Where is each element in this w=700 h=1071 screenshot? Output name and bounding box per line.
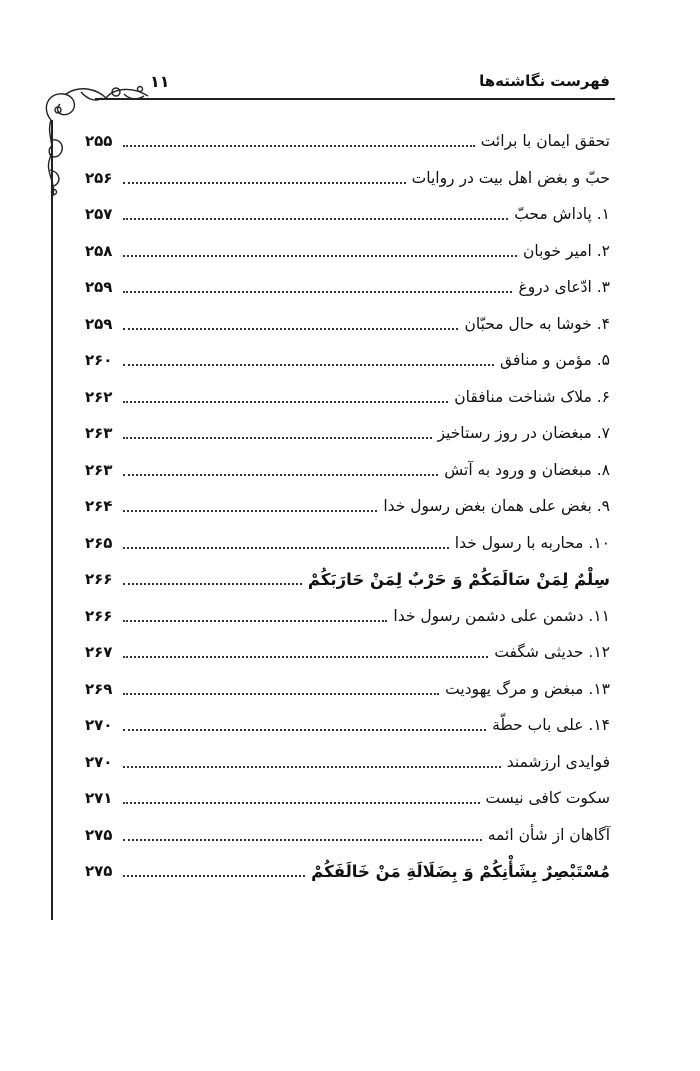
toc-entry-page: ۲۵۹ — [85, 278, 113, 297]
toc-entry-title: آگاهان از شأن ائمه — [487, 825, 610, 844]
dot-leader — [123, 510, 377, 512]
dot-leader — [123, 145, 475, 147]
dot-leader — [123, 218, 508, 220]
dot-leader — [123, 693, 439, 695]
toc-entry-title: ۸. مبغضان و ورود به آتش — [444, 460, 610, 479]
toc-entry-page: ۲۶۷ — [85, 643, 113, 662]
dot-leader — [123, 802, 480, 804]
toc-entry — [85, 671, 610, 708]
toc-entry — [85, 598, 610, 635]
toc-entry-page: ۲۶۰ — [85, 351, 113, 370]
toc-entry — [85, 415, 610, 452]
toc-entry-title: ۵. مؤمن و منافق — [500, 351, 610, 370]
toc-entry-title: ۴. خوشا به حال محبّان — [464, 314, 610, 333]
toc-entry-title: حبّ و بغض اهل بیت در روایات — [411, 168, 610, 187]
toc-entry-page: ۲۶۶ — [85, 570, 113, 589]
toc-entry-page: ۲۷۵ — [85, 862, 113, 881]
dot-leader — [123, 839, 482, 841]
dot-leader — [123, 656, 488, 658]
toc-entry-page: ۲۷۵ — [85, 825, 113, 844]
toc-entry-page: ۲۶۴ — [85, 497, 113, 516]
page-header — [120, 72, 610, 96]
toc-entry-title: ۲. امیر خوبان — [523, 241, 610, 260]
toc-entry-page: ۲۷۰ — [85, 716, 113, 735]
toc-entry-title: ۱۱. دشمن علی دشمن رسول خدا — [393, 606, 610, 625]
dot-leader — [123, 255, 517, 257]
toc-entry — [85, 853, 610, 890]
toc-entry-title: ۱۴. علی باب حطّة — [492, 716, 610, 735]
toc-entry — [85, 452, 610, 489]
toc-entry-page: ۲۵۵ — [85, 132, 113, 151]
toc-entry — [85, 233, 610, 270]
toc-entry-title: سکوت کافی نیست — [485, 789, 610, 808]
toc-entry-title: ۷. مبغضان در روز رستاخیز — [437, 424, 610, 443]
toc-entry-page: ۲۵۶ — [85, 168, 113, 187]
toc-entry — [85, 744, 610, 781]
toc-entry — [85, 634, 610, 671]
dot-leader — [123, 729, 486, 731]
toc-entry — [85, 379, 610, 416]
toc-entry-page: ۲۷۰ — [85, 752, 113, 771]
dot-leader — [123, 766, 501, 768]
page-number: ۱۱ — [150, 72, 170, 91]
toc-entry — [85, 269, 610, 306]
dot-leader — [123, 291, 512, 293]
toc-entry-title: ۶. ملاک شناخت منافقان — [454, 387, 610, 406]
toc-entry-title: ۱۳. مبغض و مرگ یهودیت — [445, 679, 610, 698]
toc-entry-page: ۲۵۸ — [85, 241, 113, 260]
margin-rule — [51, 120, 53, 920]
toc-entry — [85, 488, 610, 525]
toc-entry — [85, 561, 610, 598]
toc-entry-page: ۲۵۷ — [85, 205, 113, 224]
toc-entry-page: ۲۶۲ — [85, 387, 113, 406]
toc-entry-title: ۹. بغض علی همان بغض رسول خدا — [383, 497, 610, 516]
toc-entry-page: ۲۶۵ — [85, 533, 113, 552]
toc-entry-title: تحقق ایمان با برائت — [480, 132, 610, 151]
toc-entry — [85, 525, 610, 562]
header-divider — [95, 98, 615, 100]
dot-leader — [123, 182, 406, 184]
toc-entry-title: سِلْمٌ لِمَنْ سَالَمَكُمْ وَ حَرْبٌ لِمَنْ حَارَبَكُمْ — [307, 569, 610, 589]
toc-entry — [85, 780, 610, 817]
toc-entry — [85, 123, 610, 160]
dot-leader — [123, 875, 305, 877]
toc-entry — [85, 160, 610, 197]
toc-entry-page: ۲۷۱ — [85, 789, 113, 808]
dot-leader — [123, 401, 448, 403]
dot-leader — [123, 547, 449, 549]
toc-entry-title: ۱۲. حدیثی شگفت — [494, 643, 610, 662]
toc-entry-title: ۱. پاداش محبّ — [514, 205, 610, 224]
table-of-contents — [85, 123, 610, 890]
toc-entry-title: مُسْتَبْصِرٌ بِشَأْنِكُمْ وَ بِضَلَالَةِ مَنْ خَالَفَكُمْ — [311, 861, 610, 881]
toc-entry — [85, 817, 610, 854]
toc-entry-page: ۲۶۹ — [85, 679, 113, 698]
toc-entry — [85, 342, 610, 379]
dot-leader — [123, 583, 302, 585]
toc-entry — [85, 707, 610, 744]
toc-entry-title: فوایدی ارزشمند — [506, 752, 610, 771]
toc-entry-page: ۲۶۶ — [85, 606, 113, 625]
toc-entry — [85, 196, 610, 233]
toc-entry-page: ۲۶۳ — [85, 460, 113, 479]
dot-leader — [123, 364, 494, 366]
dot-leader — [123, 474, 438, 476]
dot-leader — [123, 437, 432, 439]
dot-leader — [123, 328, 458, 330]
toc-entry — [85, 306, 610, 343]
toc-entry-page: ۲۵۹ — [85, 314, 113, 333]
toc-entry-title: ۱۰. محاربه با رسول خدا — [454, 533, 610, 552]
toc-entry-title: ۳. ادّعای دروغ — [518, 278, 610, 297]
running-title: فهرست نگاشته‌ها — [479, 72, 610, 90]
toc-entry-page: ۲۶۳ — [85, 424, 113, 443]
dot-leader — [123, 620, 387, 622]
